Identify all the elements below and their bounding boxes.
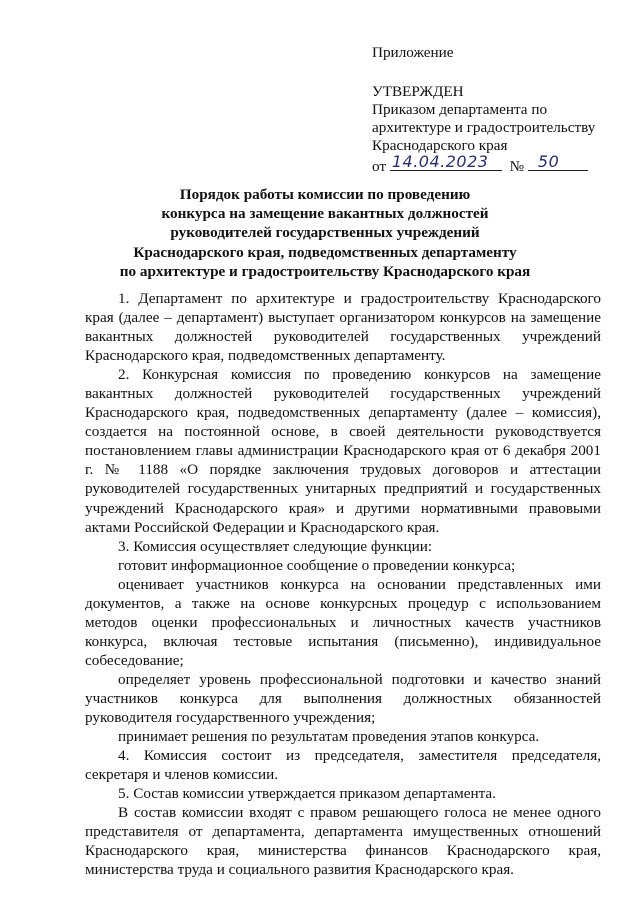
document-body bbox=[85, 289, 601, 879]
appendix-label: Приложение bbox=[372, 44, 454, 61]
order-date-line bbox=[372, 152, 622, 176]
function-item-3: определяет уровень профессиональной подготовки и качество знаний участников конкурса для выполнения должностных обязанностей руководителя государственного учреждения; bbox=[85, 670, 601, 727]
paragraph-3: 3. Комиссия осуществляет следующие функции: bbox=[118, 537, 433, 555]
title-line-2: конкурса на замещение вакантных должностей bbox=[161, 205, 489, 223]
approval-header bbox=[372, 44, 622, 176]
paragraph-4: 4. Комиссия состоит из председателя, заместителя председателя, секретаря и членов комиссии. bbox=[85, 747, 601, 784]
paragraph-5: 5. Состав комиссии утверждается приказом департамента. bbox=[118, 785, 496, 803]
title-line-3: руководителей государственных учреждений bbox=[170, 224, 480, 242]
title-line-1: Порядок работы комиссии по проведению bbox=[179, 186, 471, 203]
date-field bbox=[390, 152, 502, 171]
order-line-1: Приказом департамента по bbox=[372, 101, 548, 118]
paragraph-1: 1. Департамент по архитектуре и градостроительству Краснодарского края (далее – департамент) выступает организатором конкурсов на замещение вакантных должностей руководителей государственных учреждений Краснодарского края, подведомственных департаменту. bbox=[85, 290, 601, 365]
paragraph-6: В состав комиссии входят с правом решающего голоса не менее одного представителя от департамента, департамента имущественных отношений Краснодарского края, министерства финансов Краснодарского края, министерства труда и социального развития Краснодарского края. bbox=[85, 804, 601, 879]
order-line-2: архитектуре и градостроительству bbox=[372, 119, 596, 136]
handwritten-date: 14.04.2023 bbox=[391, 152, 489, 171]
title-line-4: Краснодарского края, подведомственных департаменту bbox=[133, 243, 517, 261]
title-line-5: по архитектуре и градостроительству Краснодарского края bbox=[119, 262, 531, 280]
from-label: от bbox=[372, 158, 387, 175]
function-item-2: оценивает участников конкурса на основании представленных ими документов, а также на основе конкурсных процедур с использованием методов оценки профессиональных и личностных качеств участников конкурса, включая тестовые испытания (письменно), индивидуальное собеседование; bbox=[85, 575, 601, 669]
handwritten-number: 50 bbox=[537, 152, 560, 171]
number-label: № bbox=[509, 158, 525, 175]
function-item-4: принимает решения по результатам проведения этапов конкурса. bbox=[118, 728, 540, 746]
order-line-3: Краснодарского края bbox=[372, 137, 508, 154]
function-item-1: готовит информационное сообщение о проведении конкурса; bbox=[118, 556, 516, 574]
paragraph-2: 2. Конкурсная комиссия по проведению конкурсов на замещение вакантных должностей руководителей государственных учреждений Краснодарского края, подведомственных департаменту (далее – комиссия), создается на постоянной основе, в своей деятельности руководствуется постановлением главы администрации Краснодарского края от 6 декабря 2001 г. № 1188 «О порядке заключения трудовых договоров и аттестации руководителей государственных унитарных предприятий и государственных учреждений Краснодарского края» и другими нормативными правовыми актами Российской Федерации и Краснодарского края. bbox=[85, 366, 601, 536]
approved-label: УТВЕРЖДЕН bbox=[372, 83, 464, 100]
document-title bbox=[90, 185, 560, 281]
number-field bbox=[528, 152, 588, 171]
